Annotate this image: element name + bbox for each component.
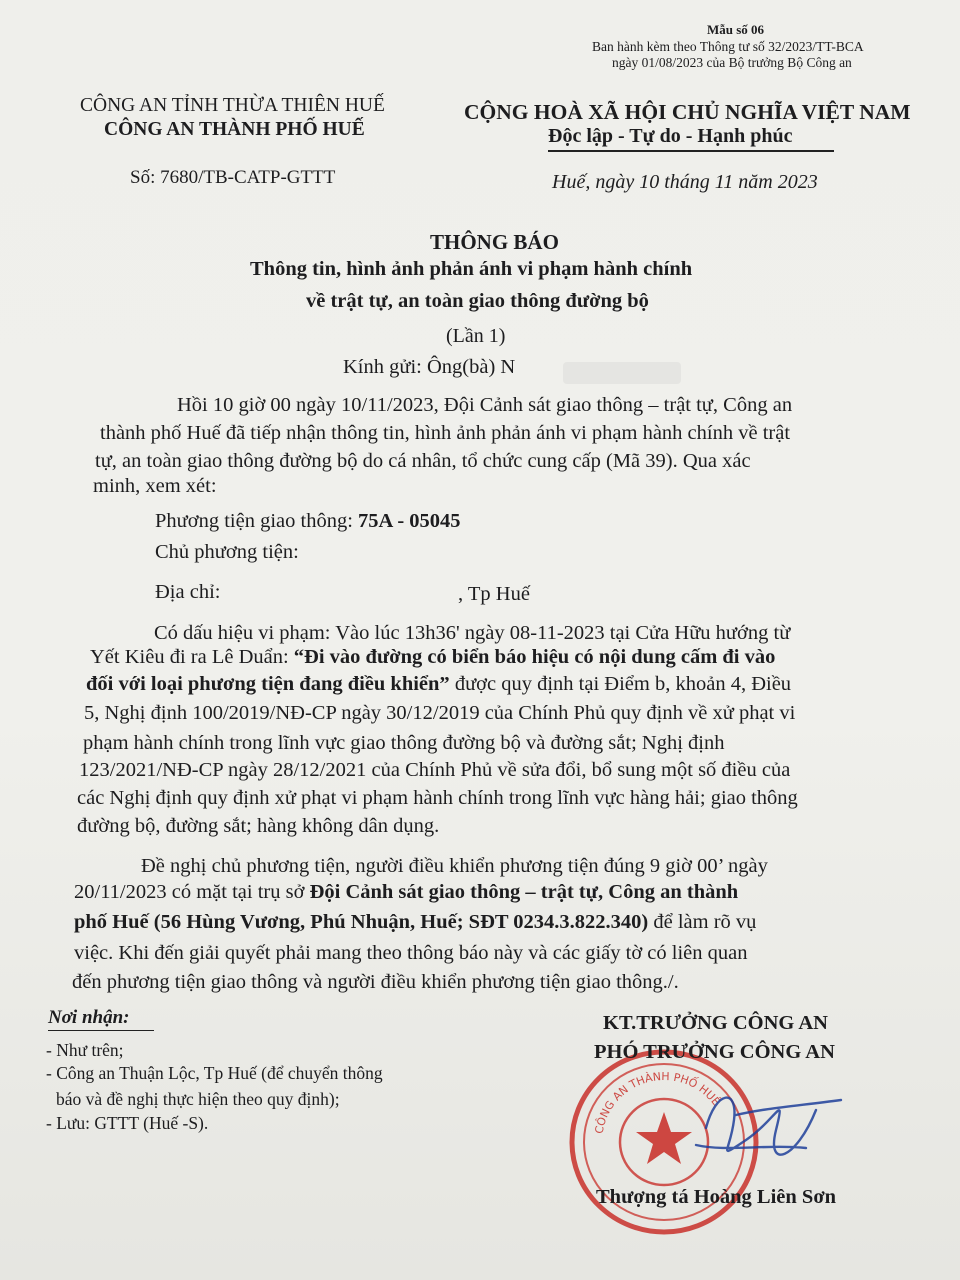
agency-parent: CÔNG AN TỈNH THỪA THIÊN HUẾ bbox=[80, 95, 385, 116]
request-office-1: Đội Cảnh sát giao thông – trật tự, Công an thành bbox=[309, 881, 739, 903]
request-purpose: để làm rõ vụ bbox=[648, 911, 757, 933]
violation-regulation: được quy định tại Điểm b, khoản 4, Điều bbox=[449, 673, 792, 695]
violation-line-6: 123/2021/NĐ-CP ngày 28/12/2021 của Chính Phủ về sửa đổi, bổ sung một số điều của bbox=[79, 759, 791, 781]
violation-line-4: 5, Nghị định 100/2019/NĐ-CP ngày 30/12/2019 của Chính Phủ quy định về xử phạt vi bbox=[84, 702, 796, 724]
recipient-line: Kính gửi: Ông(bà) N bbox=[343, 356, 516, 378]
recipient-item-2: - Công an Thuận Lộc, Tp Huế (để chuyển thông bbox=[46, 1063, 383, 1083]
address-label: Địa chỉ: bbox=[155, 581, 221, 603]
vehicle-label: Phương tiện giao thông: bbox=[155, 510, 359, 532]
request-line-5: đến phương tiện giao thông và người điều khiển phương tiện giao thông./. bbox=[72, 971, 679, 993]
signatory-title-1: KT.TRƯỞNG CÔNG AN bbox=[603, 1012, 828, 1034]
notice-subtitle-1: Thông tin, hình ảnh phản ánh vi phạm hành chính bbox=[250, 258, 693, 280]
violation-line-7: các Nghị định quy định xử phạt vi phạm hành chính trong lĩnh vực hàng hải; giao thông bbox=[77, 787, 798, 809]
seal-text: CÔNG AN THÀNH PHỐ HUẾ bbox=[592, 1069, 723, 1135]
request-date: 20/11/2023 có mặt tại trụ sở bbox=[74, 881, 310, 903]
violation-offense-2: đối với loại phương tiện đang điều khiển” bbox=[86, 673, 450, 695]
request-line-4: việc. Khi đến giải quyết phải mang theo thông báo này và các giấy tờ có liên quan bbox=[74, 942, 748, 964]
notice-title: THÔNG BÁO bbox=[430, 230, 559, 254]
request-line-3 bbox=[74, 911, 756, 934]
recipient-item-1: - Như trên; bbox=[46, 1040, 124, 1060]
license-plate: 75A - 05045 bbox=[358, 510, 461, 532]
notice-iteration: (Lần 1) bbox=[446, 325, 506, 347]
recipient-item-3: - Lưu: GTTT (Huế -S). bbox=[46, 1113, 209, 1133]
form-issued-line-2: ngày 01/08/2023 của Bộ trưởng Bộ Công an bbox=[612, 55, 852, 70]
vehicle-line bbox=[155, 510, 461, 533]
handwritten-signature bbox=[676, 1060, 846, 1180]
recipients-title: Nơi nhận: bbox=[48, 1007, 130, 1028]
issue-date: Huế, ngày 10 tháng 11 năm 2023 bbox=[552, 171, 818, 193]
agency-name: CÔNG AN THÀNH PHỐ HUẾ bbox=[104, 119, 365, 140]
violation-line-5: phạm hành chính trong lĩnh vực giao thông đường bộ và đường sắt; Nghị định bbox=[83, 732, 725, 754]
redacted-name bbox=[563, 362, 681, 384]
intro-line-3: tự, an toàn giao thông đường bộ do cá nhân, tổ chức cung cấp (Mã 39). Qua xác bbox=[95, 450, 751, 472]
request-line-1: Đề nghị chủ phương tiện, người điều khiển phương tiện đúng 9 giờ 00’ ngày bbox=[141, 855, 768, 877]
signatory-title-2: PHÓ TRƯỞNG CÔNG AN bbox=[594, 1041, 835, 1063]
notice-subtitle-2: về trật tự, an toàn giao thông đường bộ bbox=[306, 290, 649, 312]
violation-line-8: đường bộ, đường sắt; hàng không dân dụng. bbox=[77, 815, 440, 837]
signer-name: Thượng tá Hoàng Liên Sơn bbox=[596, 1186, 837, 1208]
intro-line-2: thành phố Huế đã tiếp nhận thông tin, hình ảnh phản ánh vi phạm hành chính về trật bbox=[100, 422, 791, 444]
violation-offense-1: “Đi vào đường có biển báo hiệu có nội dung cấm đi vào bbox=[293, 646, 776, 668]
violation-line-3 bbox=[86, 673, 791, 696]
form-issued-line-1: Ban hành kèm theo Thông tư số 32/2023/TT-BCA bbox=[592, 39, 864, 54]
motto-underline bbox=[548, 150, 834, 152]
address-city: , Tp Huế bbox=[458, 583, 530, 605]
violation-location: Yết Kiêu đi ra Lê Duẩn: bbox=[90, 646, 294, 668]
violation-line-2 bbox=[90, 646, 775, 669]
document-number: Số: 7680/TB-CATP-GTTT bbox=[130, 167, 336, 188]
request-office-2: phố Huế (56 Hùng Vương, Phú Nhuận, Huế; SĐT 0234.3.822.340) bbox=[74, 911, 649, 933]
intro-line-1: Hồi 10 giờ 00 ngày 10/11/2023, Đội Cảnh sát giao thông – trật tự, Công an bbox=[177, 394, 793, 416]
owner-label: Chủ phương tiện: bbox=[155, 541, 299, 563]
recipient-item-2-cont: báo và đề nghị thực hiện theo quy định); bbox=[56, 1089, 340, 1109]
request-line-2 bbox=[74, 881, 738, 904]
national-title: CỘNG HOÀ XÃ HỘI CHỦ NGHĨA VIỆT NAM bbox=[464, 100, 911, 124]
recipients-underline bbox=[48, 1030, 154, 1031]
national-motto: Độc lập - Tự do - Hạnh phúc bbox=[548, 125, 793, 147]
form-number: Mẫu số 06 bbox=[707, 22, 765, 37]
violation-line-1: Có dấu hiệu vi phạm: Vào lúc 13h36' ngày 08-11-2023 tại Cửa Hữu hướng từ bbox=[154, 622, 791, 644]
intro-line-4: minh, xem xét: bbox=[93, 475, 217, 497]
